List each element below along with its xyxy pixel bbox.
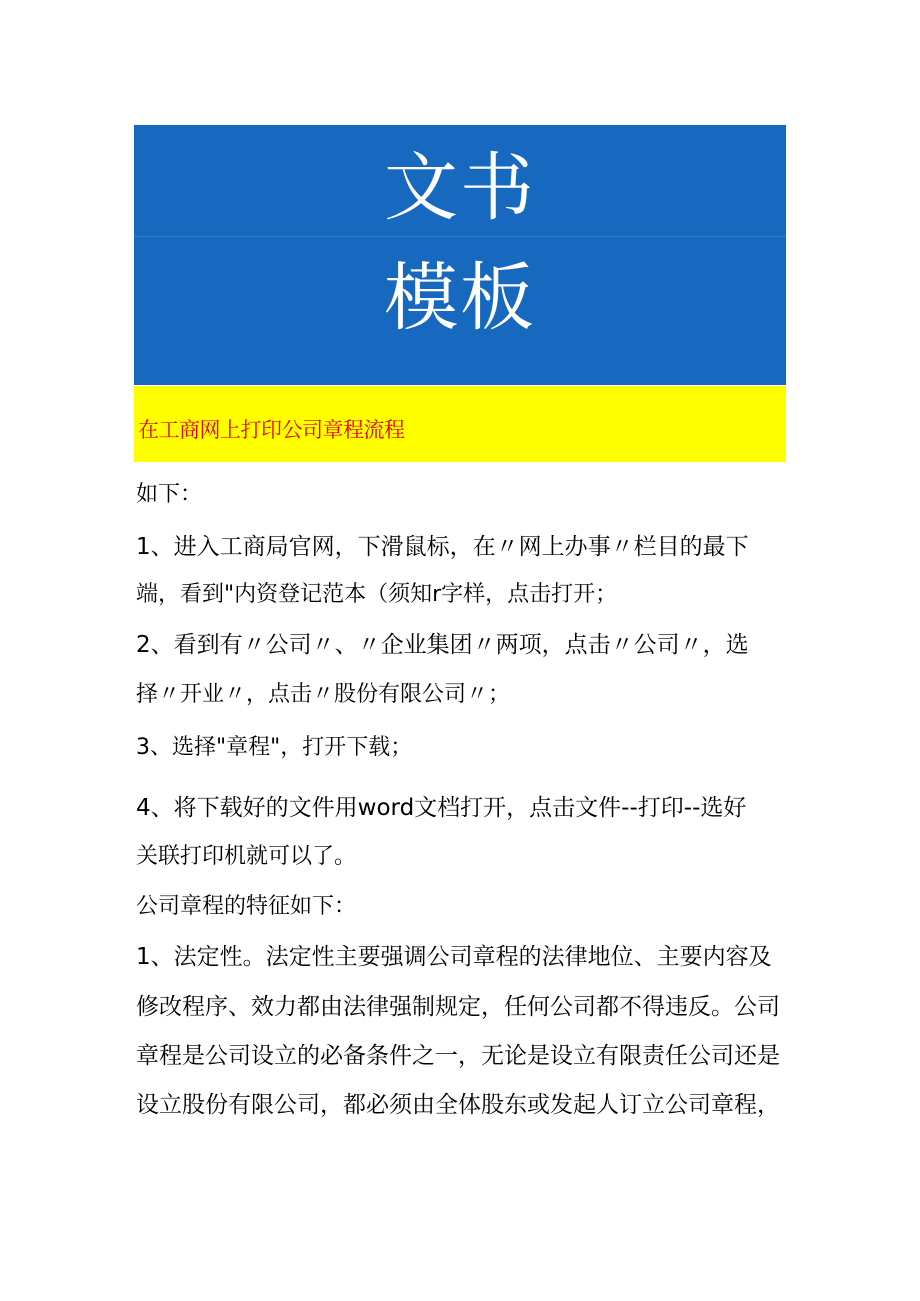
body-line-step2b: 择〃开业〃，点击〃股份有限公司〃； <box>136 682 511 707</box>
body-line-step3: 3、选择"章程"，打开下载； <box>136 735 413 760</box>
document-subtitle: 在工商网上打印公司章程流程 <box>138 418 405 442</box>
banner-divider <box>134 236 786 237</box>
body-line-step2a: 2、看到有〃公司〃、〃企业集团〃两项，点击〃公司〃，选 <box>136 632 749 658</box>
body-line-feature1d: 设立股份有限公司，都必须由全体股东或发起人订立公司章程， <box>136 1092 780 1118</box>
body-line-feature1c: 章程是公司设立的必备条件之一，无论是设立有限责任公司还是 <box>136 1043 780 1069</box>
body-line-intro: 如下： <box>136 482 203 507</box>
body-line-step4b: 关联打印机就可以了。 <box>136 844 357 869</box>
body-line-step1a: 1、进入工商局官网，下滑鼠标，在〃网上办事〃栏目的最下 <box>136 534 749 560</box>
subtitle-bar <box>134 386 786 462</box>
body-line-features-heading: 公司章程的特征如下： <box>136 894 357 919</box>
body-line-feature1a: 1、法定性。法定性主要强调公司章程的法律地位、主要内容及 <box>136 944 772 970</box>
banner-title-line-1: 文书 <box>384 145 536 231</box>
body-line-step1b: 端，看到"内资登记范本（须知r字样，点击打开； <box>136 582 618 607</box>
title-banner <box>134 125 786 385</box>
banner-title-line-2: 模板 <box>384 255 536 341</box>
body-line-feature1b: 修改程序、效力都由法律强制规定，任何公司都不得违反。公司 <box>136 994 780 1020</box>
body-line-step4a: 4、将下载好的文件用word文档打开，点击文件--打印--选好 <box>136 795 747 821</box>
